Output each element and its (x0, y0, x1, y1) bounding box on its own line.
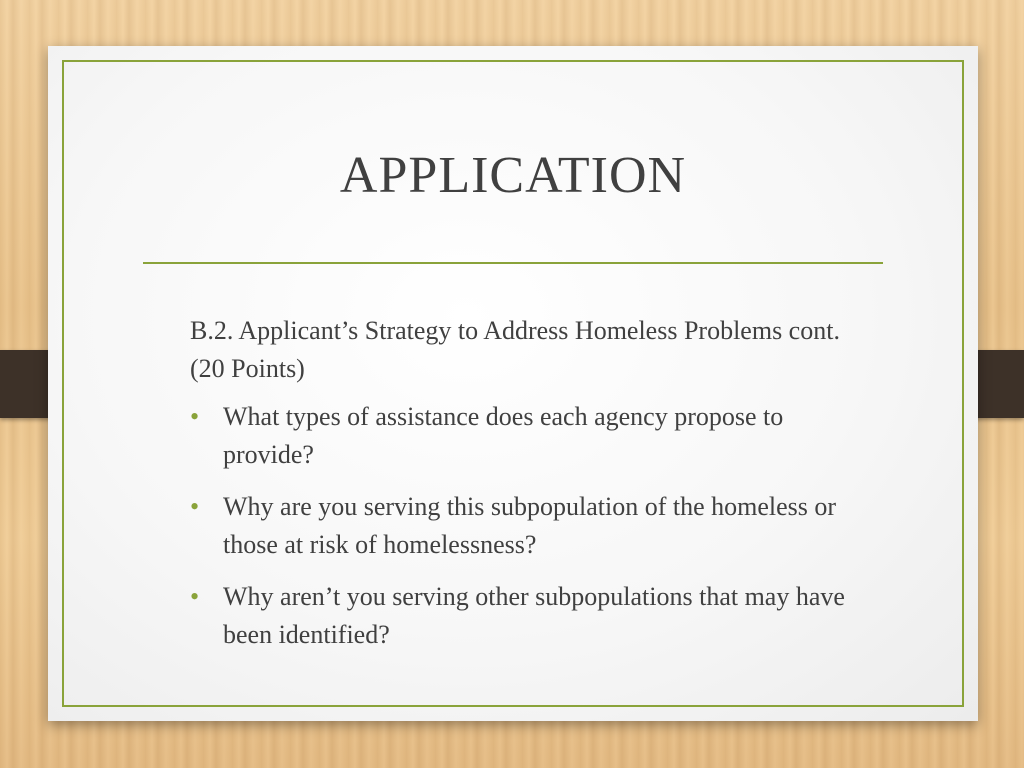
bullet-text: Why aren’t you serving other subpopulations that may have been identified? (223, 582, 845, 649)
slide-title: APPLICATION (339, 147, 687, 204)
bullet-item (190, 398, 870, 474)
bullet-item (190, 488, 870, 564)
bullet-dot-icon: • (190, 402, 200, 431)
title-divider (143, 262, 883, 264)
bullet-dot-icon: • (190, 582, 200, 611)
section-heading: B.2. Applicant’s Strategy to Address Homeless Problems cont. (20 Points) (190, 316, 840, 383)
slide-content (190, 312, 870, 668)
bullet-list (190, 398, 870, 654)
bullet-text: Why are you serving this subpopulation of the homeless or those at risk of homelessness? (223, 492, 837, 559)
bullet-item (190, 578, 870, 654)
slide-card (48, 46, 978, 721)
bullet-dot-icon: • (190, 492, 200, 521)
bullet-text: What types of assistance does each agency propose to provide? (223, 402, 784, 469)
